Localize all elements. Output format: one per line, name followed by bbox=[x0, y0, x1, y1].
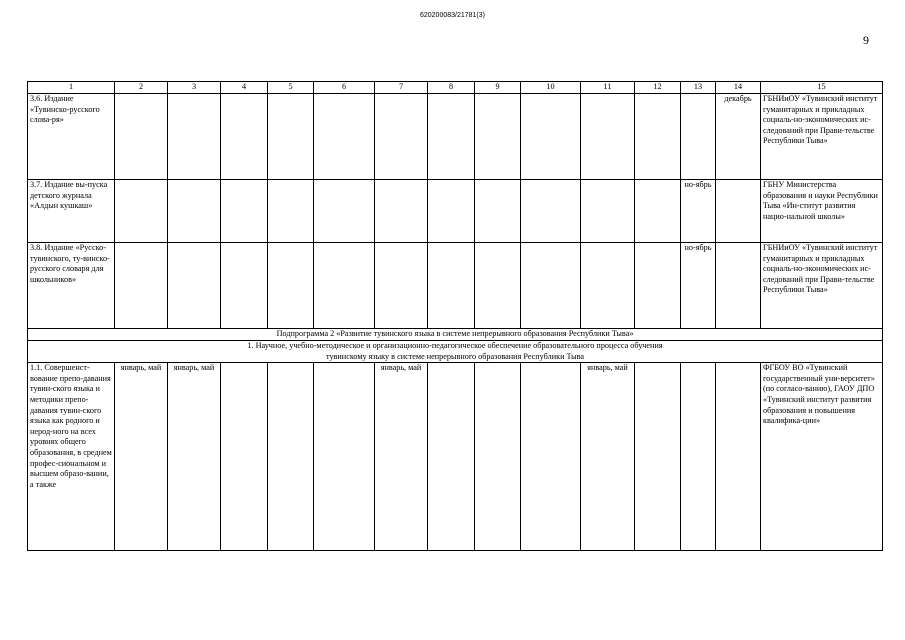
activity-cell: 3.6. Издание «Тувинско-русского слова-ря» bbox=[28, 94, 115, 180]
document-id: 620200083/21781(3) bbox=[419, 12, 485, 19]
section-heading-line: 1. Научное, учебно-методическое и организационно-педагогическое обеспечение образовательного процесса обучения bbox=[247, 341, 663, 350]
column-header: 14 bbox=[716, 82, 761, 94]
executor-cell: ГБНУ Министерства образования и науки Республики Тыва «Ин-ститут развития нацио-нальной школы» bbox=[761, 180, 883, 243]
section-heading bbox=[28, 341, 883, 363]
table-header-row bbox=[28, 82, 883, 94]
table-row bbox=[28, 243, 883, 329]
column-header: 4 bbox=[221, 82, 268, 94]
table-row bbox=[28, 94, 883, 180]
month-cell: январь, май bbox=[168, 363, 221, 551]
table-row bbox=[28, 363, 883, 551]
column-header: 13 bbox=[681, 82, 716, 94]
column-header: 7 bbox=[375, 82, 428, 94]
column-header: 6 bbox=[314, 82, 375, 94]
activity-cell: 1.1. Совершенст-вование препо-давания тувин-ского языка и методики препо-давания тувин-ского языка как родного и нерод-ного на всех уровнях общего образования, в среднем профес-сиональном и высшем образо-вании, а также bbox=[28, 363, 115, 551]
executor-cell: ГБНИиОУ «Тувинский институт гуманитарных и прикладных социаль-но-экономических ис-следований при Прави-тельстве Республики Тыва» bbox=[761, 94, 883, 180]
month-cell: декабрь bbox=[716, 94, 761, 180]
column-header: 10 bbox=[521, 82, 581, 94]
month-cell: январь, май bbox=[375, 363, 428, 551]
table-row bbox=[28, 180, 883, 243]
section-row bbox=[28, 341, 883, 363]
month-cell: январь, май bbox=[115, 363, 168, 551]
column-header: 1 bbox=[28, 82, 115, 94]
activity-cell: 3.8. Издание «Русско-тувинского, ту-винско-русского словаря для школьников» bbox=[28, 243, 115, 329]
month-cell bbox=[681, 94, 716, 180]
page-number: 9 bbox=[863, 33, 869, 47]
subprogram-row bbox=[28, 329, 883, 341]
schedule-table bbox=[27, 81, 883, 551]
column-header: 8 bbox=[428, 82, 475, 94]
month-cell: январь, май bbox=[581, 363, 635, 551]
month-cell bbox=[716, 243, 761, 329]
executor-cell: ФГБОУ ВО «Тувинский государственный уни-верситет» (по согласо-ванию), ГАОУ ДПО «Тувинский институт развития образования и повышения квалифика-ции» bbox=[761, 363, 883, 551]
column-header: 3 bbox=[168, 82, 221, 94]
column-header: 11 bbox=[581, 82, 635, 94]
column-header: 9 bbox=[475, 82, 521, 94]
executor-cell: ГБНИиОУ «Тувинский институт гуманитарных и прикладных социаль-но-экономических ис-следований при Прави-тельстве Республики Тыва» bbox=[761, 243, 883, 329]
month-cell: но-ябрь bbox=[681, 180, 716, 243]
column-header: 15 bbox=[761, 82, 883, 94]
month-cell: но-ябрь bbox=[681, 243, 716, 329]
section-heading-line: тувинскому языку в системе непрерывного образования Республики Тыва bbox=[326, 351, 584, 361]
month-cell bbox=[716, 180, 761, 243]
subprogram-heading: Подпрограмма 2 «Развитие тувинского языка в системе непрерывного образования Республики Тыва» bbox=[28, 329, 883, 341]
column-header: 12 bbox=[635, 82, 681, 94]
column-header: 5 bbox=[268, 82, 314, 94]
column-header: 2 bbox=[115, 82, 168, 94]
activity-cell: 3.7. Издание вы-пуска детского журнала «Алдын кушкаш» bbox=[28, 180, 115, 243]
